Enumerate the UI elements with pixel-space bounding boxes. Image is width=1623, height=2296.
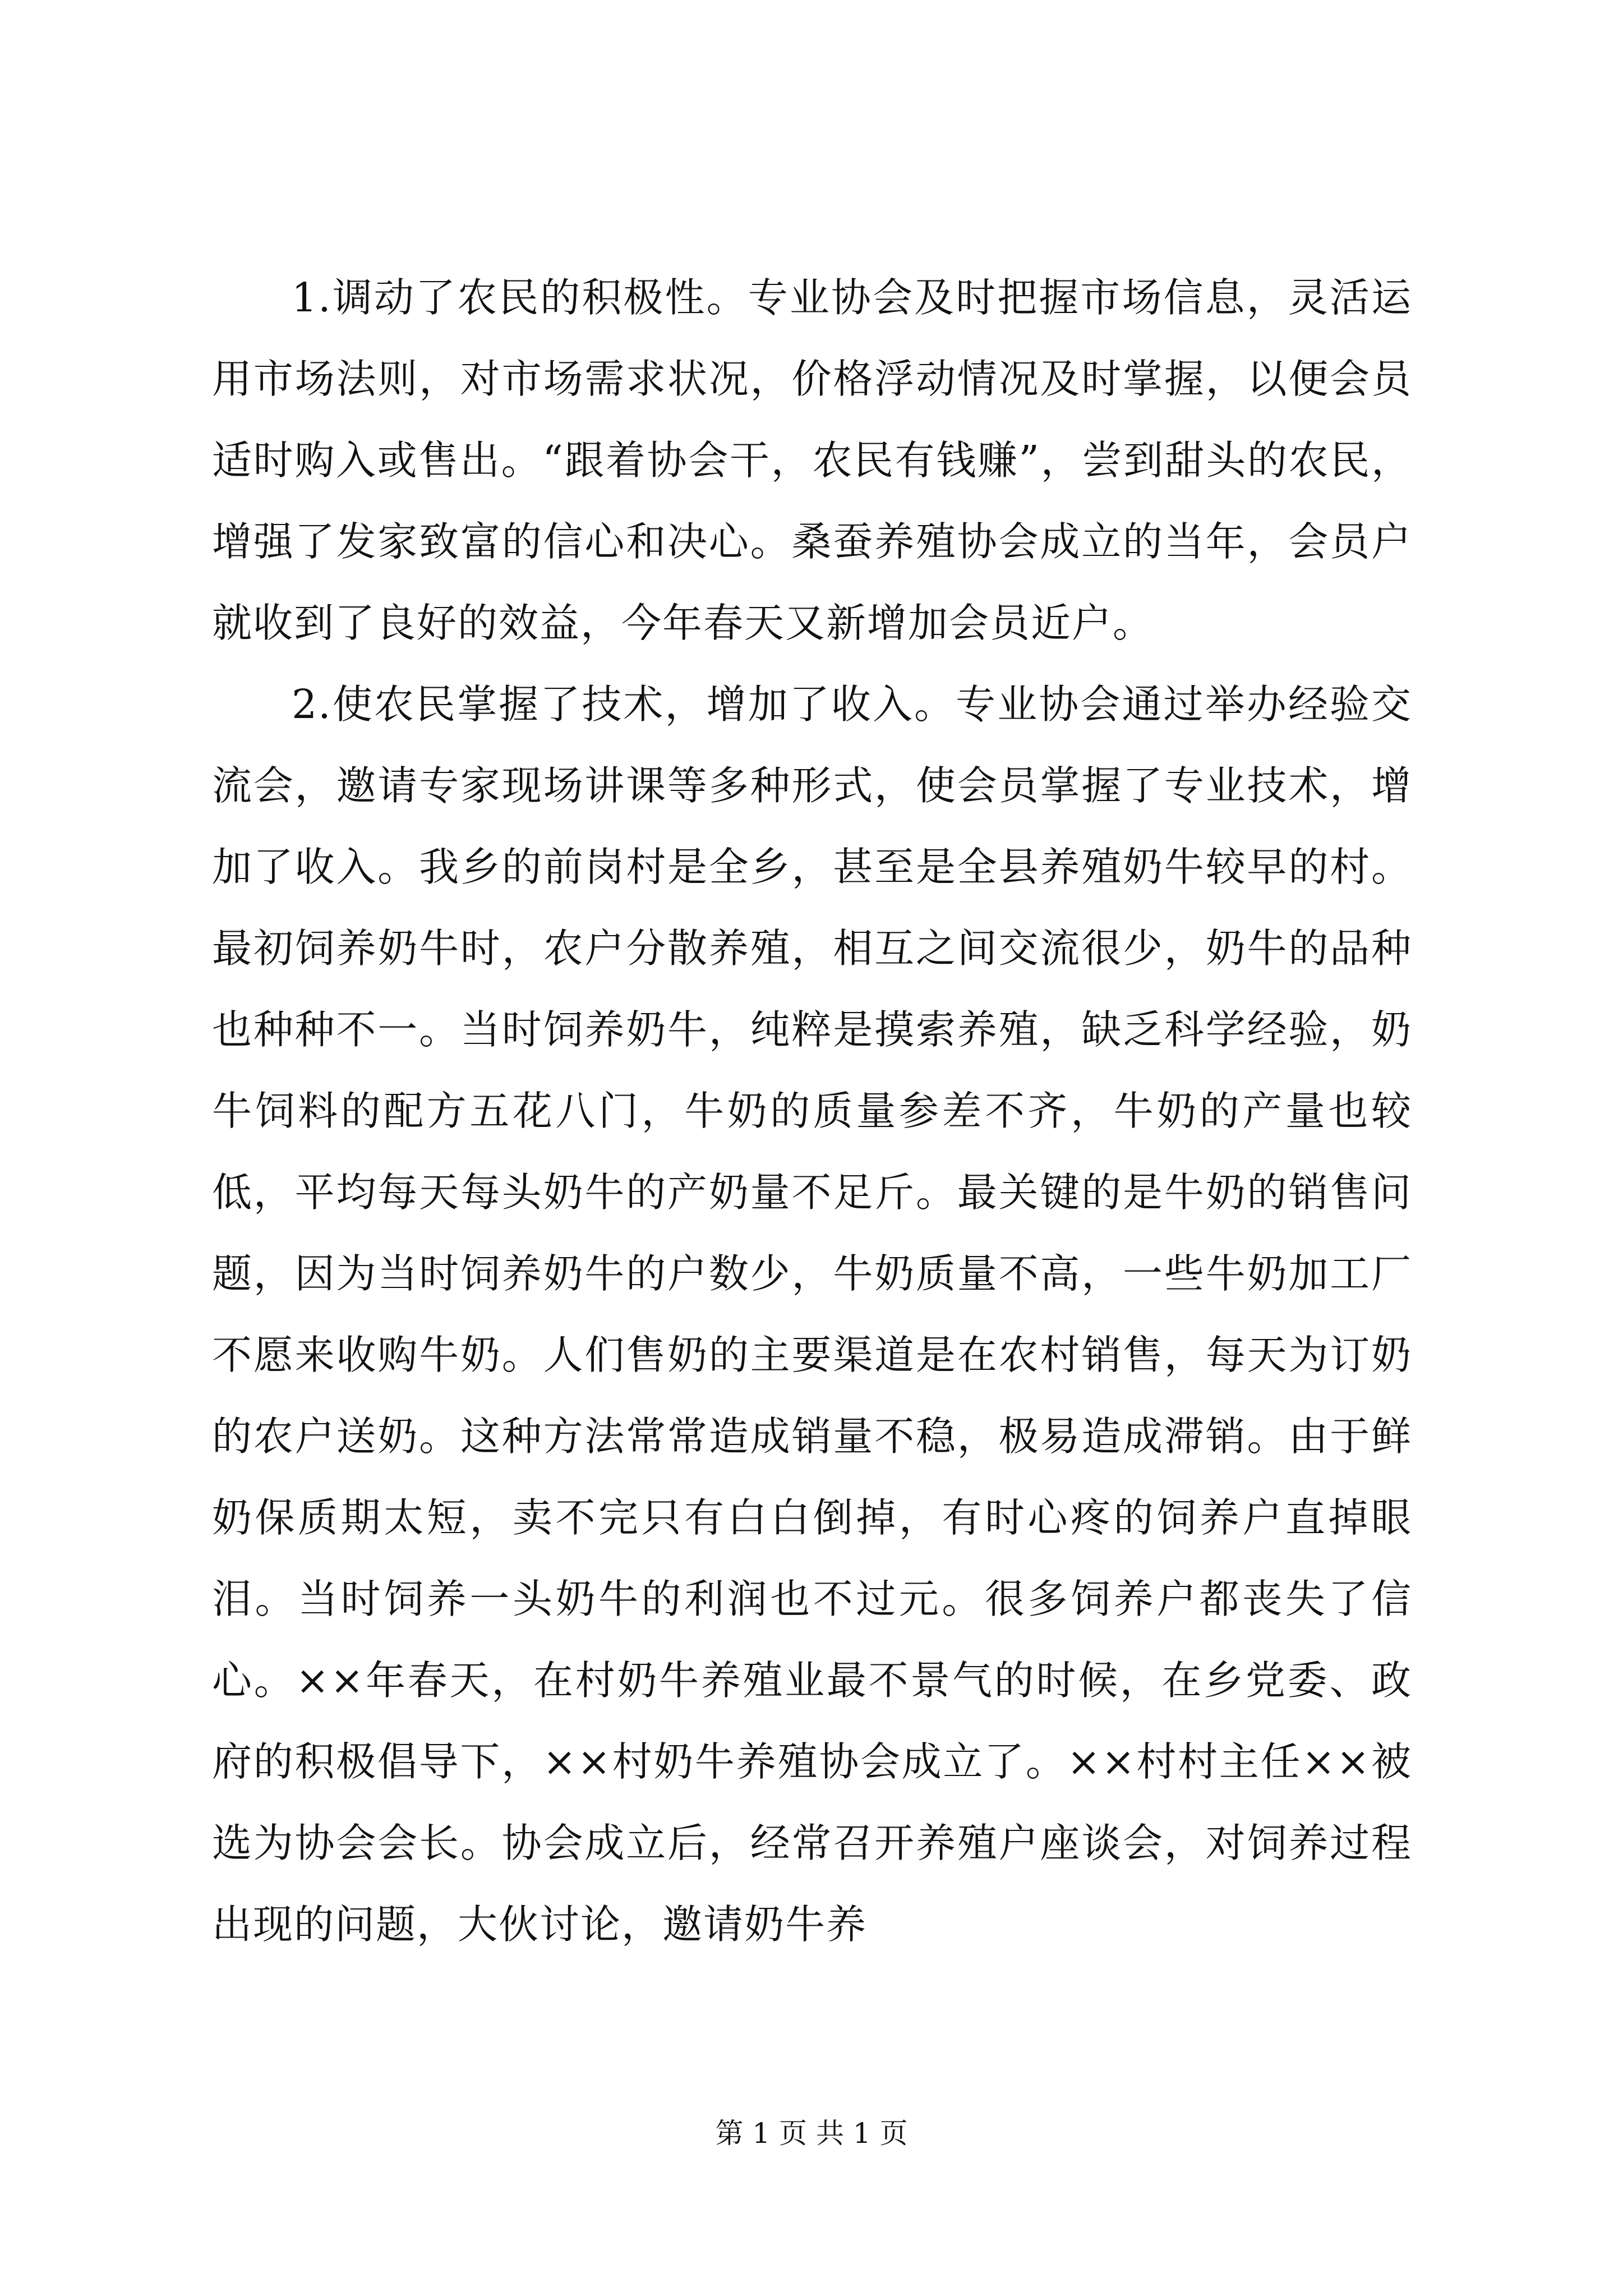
page-footer: 第 1 页 共 1 页	[715, 2117, 908, 2150]
paragraph-1: 1.调动了农民的积极性。专业协会及时把握市场信息，灵活运用市场法则，对市场需求状况，价格浮动情况及时掌握，以便会员适时购入或售出。“跟着协会干，农民有钱赚”，尝到甜头的农民，增强了发家致富的信心和决心。桑蚕养殖协会成立的当年，会员户就收到了良好的效益，今年春天又新增加会员近户。	[212, 274, 1412, 646]
body-text	[212, 257, 1412, 1965]
paragraph-2: 2.使农民掌握了技术，增加了收入。专业协会通过举办经验交流会，邀请专家现场讲课等多种形式，使会员掌握了专业技术，增加了收入。我乡的前岗村是全乡，甚至是全县养殖奶牛较早的村。最初饲养奶牛时，农户分散养殖，相互之间交流很少，奶牛的品种也种种不一。当时饲养奶牛，纯粹是摸索养殖，缺乏科学经验，奶牛饲料的配方五花八门，牛奶的质量参差不齐，牛奶的产量也较低，平均每天每头奶牛的产奶量不足斤。最关键的是牛奶的销售问题，因为当时饲养奶牛的户数少，牛奶质量不高，一些牛奶加工厂不愿来收购牛奶。人们售奶的主要渠道是在农村销售，每天为订奶的农户送奶。这种方法常常造成销量不稳，极易造成滞销。由于鲜奶保质期太短，卖不完只有白白倒掉，有时心疼的饲养户直掉眼泪。当时饲养一头奶牛的利润也不过元。很多饲养户都丧失了信心。××年春天，在村奶牛养殖业最不景气的时候，在乡党委、政府的积极倡导下，××村奶牛养殖协会成立了。××村村主任××被选为协会会长。协会成立后，经常召开养殖户座谈会，对饲养过程出现的问题，大伙讨论，邀请奶牛养	[212, 681, 1412, 1948]
